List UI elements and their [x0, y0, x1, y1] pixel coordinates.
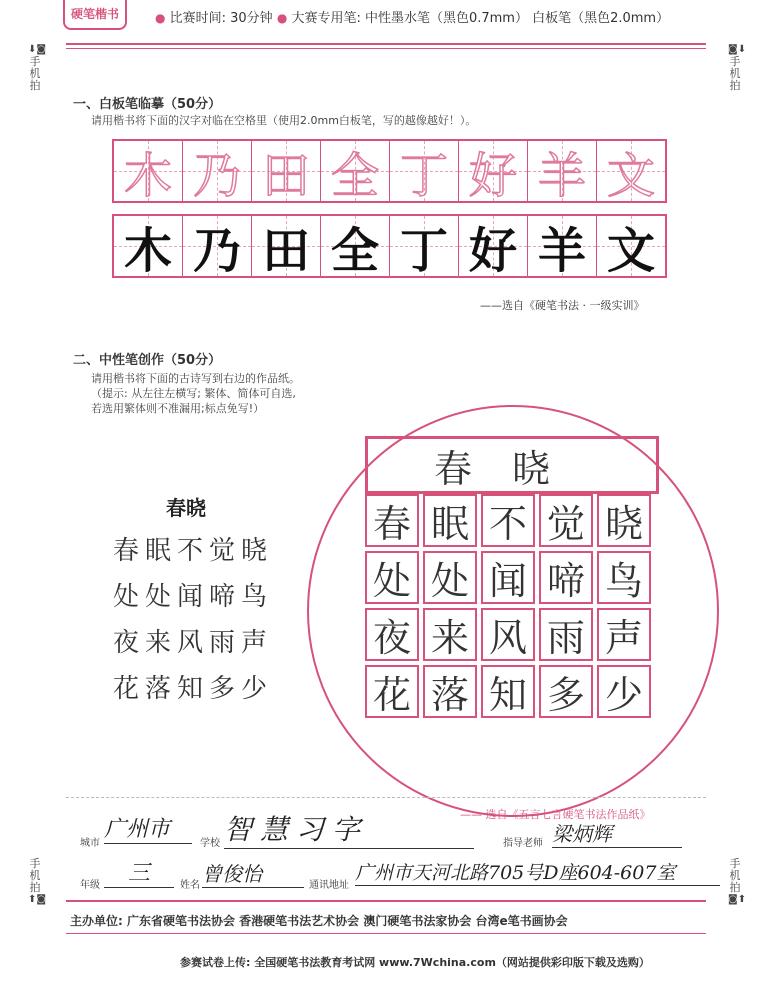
work-cell[interactable]	[539, 665, 593, 718]
grid-char: 好	[468, 222, 517, 279]
poem-line: 夜来风雨声	[113, 628, 274, 658]
section2-instruction-line: 若选用繁体则不准漏用;标点免写!）	[91, 402, 265, 415]
grid-char: 好	[468, 147, 517, 204]
work-char: 声	[604, 616, 643, 660]
section2-instruction-line: 请用楷书将下面的古诗写到右边的作品纸。	[91, 372, 300, 385]
work-cell[interactable]	[423, 494, 477, 547]
work-char: 少	[604, 673, 643, 717]
work-row	[365, 551, 655, 604]
exam-time: 比赛时间: 30分钟	[169, 11, 273, 26]
work-cell[interactable]	[365, 665, 419, 718]
camera-icon: ⬆◙	[28, 894, 47, 905]
work-cell[interactable]	[481, 665, 535, 718]
section1-source: ——选自《硬笔书法 · 一级实训》	[480, 299, 645, 312]
grid-cell	[390, 141, 459, 204]
work-title: 春晓	[433, 446, 590, 491]
grid-cell	[528, 141, 597, 204]
poem-line: 春眠不觉晓	[113, 536, 274, 566]
work-cell[interactable]	[423, 551, 477, 604]
name-label: 姓名	[180, 880, 200, 891]
grid-cell[interactable]	[321, 216, 390, 279]
side-marker-left-bottom	[28, 857, 47, 906]
grid-cell[interactable]	[597, 216, 665, 279]
address-field[interactable]: 广州市天河北路705号D座604-607室	[355, 858, 720, 886]
work-cell[interactable]	[539, 494, 593, 547]
work-cell[interactable]	[365, 551, 419, 604]
work-cell[interactable]	[423, 608, 477, 661]
grid-char: 木	[123, 147, 172, 204]
side-label: 手机拍	[729, 857, 741, 894]
section1-instruction: 请用楷书将下面的汉字对临在空格里（使用2.0mm白板笔，写的越像越好！）。	[91, 114, 477, 127]
camera-icon: ⬇◙	[28, 44, 47, 55]
school-field[interactable]: 智慧习字	[224, 808, 474, 849]
work-char: 春	[372, 502, 411, 546]
work-cell[interactable]	[481, 551, 535, 604]
grid-char: 羊	[537, 147, 586, 204]
school-label: 学校	[200, 838, 220, 849]
teacher-label: 指导老师	[503, 838, 543, 849]
bullet-icon: ●	[155, 11, 166, 25]
work-cell[interactable]	[365, 494, 419, 547]
work-cell[interactable]	[597, 551, 651, 604]
section2-source: —— 选自《五言七言硬笔书法作品纸》	[460, 808, 651, 821]
grid-char: 乃	[192, 147, 241, 204]
poem-line: 花落知多少	[113, 674, 274, 704]
grid-cell[interactable]	[114, 216, 183, 279]
teacher-field[interactable]: 梁炳辉	[552, 818, 682, 848]
poem-line: 处处闻啼鸟	[113, 582, 274, 612]
work-char: 多	[546, 673, 585, 717]
grade-field[interactable]: 三	[104, 856, 174, 888]
exam-info	[155, 7, 669, 26]
work-cell[interactable]	[365, 608, 419, 661]
header-rule	[66, 43, 706, 45]
practice-grid[interactable]	[112, 214, 667, 278]
work-char: 处	[430, 559, 469, 603]
section2-instruction-line: （提示: 从左往左横写; 繁体、简体可自选,	[91, 387, 296, 400]
model-grid	[112, 139, 667, 203]
address-label: 通讯地址	[309, 880, 349, 891]
grid-char: 文	[606, 147, 655, 204]
side-marker-right-bottom	[728, 857, 747, 906]
grid-char: 文	[606, 222, 655, 279]
grid-char: 全	[330, 222, 379, 279]
grid-cell[interactable]	[528, 216, 597, 279]
work-cell[interactable]	[481, 608, 535, 661]
work-char: 眠	[430, 502, 469, 546]
grid-char: 田	[261, 222, 310, 279]
work-char: 雨	[546, 616, 585, 660]
work-row	[365, 665, 655, 718]
side-label: 手机拍	[29, 857, 41, 894]
grid-char: 羊	[537, 222, 586, 279]
work-char: 不	[488, 502, 527, 546]
side-label: 手机拍	[729, 55, 741, 92]
work-char: 花	[372, 673, 411, 717]
section2-heading: 二、中性笔创作（50分）	[73, 353, 222, 368]
grid-cell[interactable]	[252, 216, 321, 279]
grid-char: 全	[330, 147, 379, 204]
poem-text	[113, 530, 273, 714]
section2-instruction	[91, 371, 300, 416]
work-char: 晓	[604, 502, 643, 546]
city-label: 城市	[80, 838, 100, 849]
grid-cell	[597, 141, 665, 204]
work-cell[interactable]	[597, 665, 651, 718]
work-cell[interactable]	[423, 665, 477, 718]
header-rule-thin	[66, 48, 706, 49]
work-grid[interactable]	[365, 494, 655, 722]
name-field[interactable]: 曾俊怡	[202, 858, 304, 888]
camera-icon: ◙⬇	[728, 44, 747, 55]
grid-cell	[459, 141, 528, 204]
work-row	[365, 608, 655, 661]
camera-icon: ◙⬆	[728, 894, 747, 905]
work-char: 夜	[372, 616, 411, 660]
work-cell[interactable]	[539, 551, 593, 604]
grid-char: 木	[123, 222, 172, 279]
bullet-icon: ●	[276, 11, 288, 25]
organizers: 主办单位: 广东省硬笔书法协会 香港硬笔书法艺术协会 澳门硬笔书法家协会 台湾e笔书画协会	[70, 914, 568, 928]
grid-cell	[252, 141, 321, 204]
grid-cell[interactable]	[459, 216, 528, 279]
work-char: 闻	[488, 559, 527, 603]
poem-title: 春晓	[166, 496, 206, 520]
side-marker-left-top	[28, 44, 47, 92]
grid-char: 乃	[192, 222, 241, 279]
grade-label: 年级	[80, 880, 100, 891]
side-label: 手机拍	[29, 55, 41, 92]
category-tag-text: 硬笔楷书	[70, 6, 119, 21]
work-char: 落	[430, 673, 469, 717]
footer-rule-thin	[66, 933, 706, 934]
grid-cell	[114, 141, 183, 204]
work-char: 处	[372, 559, 411, 603]
work-cell[interactable]	[481, 494, 535, 547]
work-cell[interactable]	[597, 494, 651, 547]
work-char: 鸟	[604, 559, 643, 603]
grid-cell[interactable]	[390, 216, 459, 279]
exam-pens: 大赛专用笔: 中性墨水笔（黑色0.7mm） 白板笔（黑色2.0mm）	[291, 11, 670, 26]
section1-heading: 一、白板笔临摹（50分）	[73, 97, 222, 112]
work-char: 知	[488, 673, 527, 717]
grid-char: 田	[261, 147, 310, 204]
grid-char: 丁	[399, 147, 448, 204]
work-cell[interactable]	[597, 608, 651, 661]
category-tag	[63, 0, 127, 30]
work-char: 觉	[546, 502, 585, 546]
work-row	[365, 494, 655, 547]
work-char: 啼	[546, 559, 585, 603]
grid-cell[interactable]	[183, 216, 252, 279]
grid-char: 丁	[399, 222, 448, 279]
work-char: 风	[488, 616, 527, 660]
footer-rule	[66, 900, 706, 902]
work-title-box[interactable]	[365, 436, 659, 494]
grid-cell	[183, 141, 252, 204]
work-cell[interactable]	[539, 608, 593, 661]
city-field[interactable]: 广州市	[104, 812, 192, 844]
grid-cell	[321, 141, 390, 204]
form-divider	[66, 797, 706, 798]
upload-info: 参赛试卷上传: 全国硬笔书法教育考试网 www.7Wchina.com（网站提供彩印版下载及选购）	[180, 956, 650, 969]
work-char: 来	[430, 616, 469, 660]
side-marker-right-top	[728, 44, 747, 92]
